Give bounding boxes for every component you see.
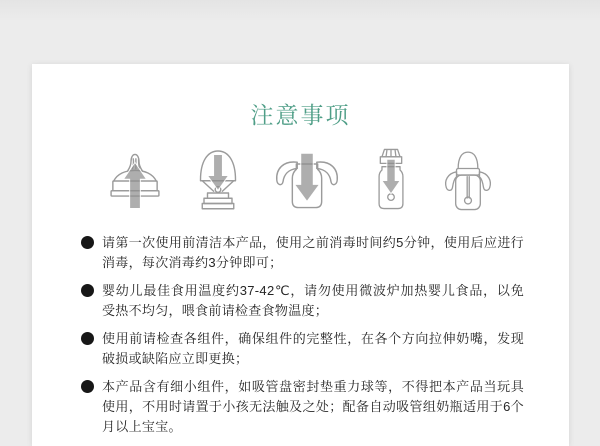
bullet-icon bbox=[81, 380, 94, 393]
bullet-icon bbox=[81, 284, 94, 297]
teat-with-up-arrow-icon bbox=[106, 150, 164, 212]
precaution-item bbox=[81, 233, 524, 273]
precaution-item bbox=[81, 329, 524, 369]
page-title: 注意事项 bbox=[250, 102, 351, 128]
bullet-icon bbox=[81, 236, 94, 249]
precautions-card bbox=[32, 64, 569, 446]
assembled-straw-bottle-icon bbox=[440, 148, 496, 212]
precaution-text: 使用前请检查各组件，确保组件的完整性，在各个方向拉伸奶嘴，发现破损或缺陷应立即更换； bbox=[102, 330, 524, 366]
precautions-list bbox=[81, 233, 524, 437]
precaution-text: 本产品含有细小组件，如吸管盘密封垫重力球等，不得把本产品当玩具使用，不用时请置于小孩无法触及之处；配备自动吸管组奶瓶适用于6个月以上宝宝。 bbox=[102, 378, 524, 434]
precaution-item bbox=[81, 377, 524, 437]
bottle-parts-with-down-arrow-icon bbox=[368, 146, 414, 212]
bottle-handles-with-down-arrow-icon bbox=[272, 148, 342, 212]
precaution-item bbox=[81, 281, 524, 321]
assembly-illustrations bbox=[32, 146, 569, 212]
precaution-text: 婴幼儿最佳食用温度约37-42℃，请勿使用微波炉加热婴儿食品，以免受热不均匀，喂食前请检查食物温度； bbox=[102, 282, 524, 318]
bullet-icon bbox=[81, 332, 94, 345]
dome-cap-with-down-arrow-icon bbox=[190, 146, 246, 212]
precaution-text: 请第一次使用前清洁本产品，使用之前消毒时间约5分钟，使用后应进行消毒，每次消毒约3分钟即可； bbox=[102, 234, 524, 270]
